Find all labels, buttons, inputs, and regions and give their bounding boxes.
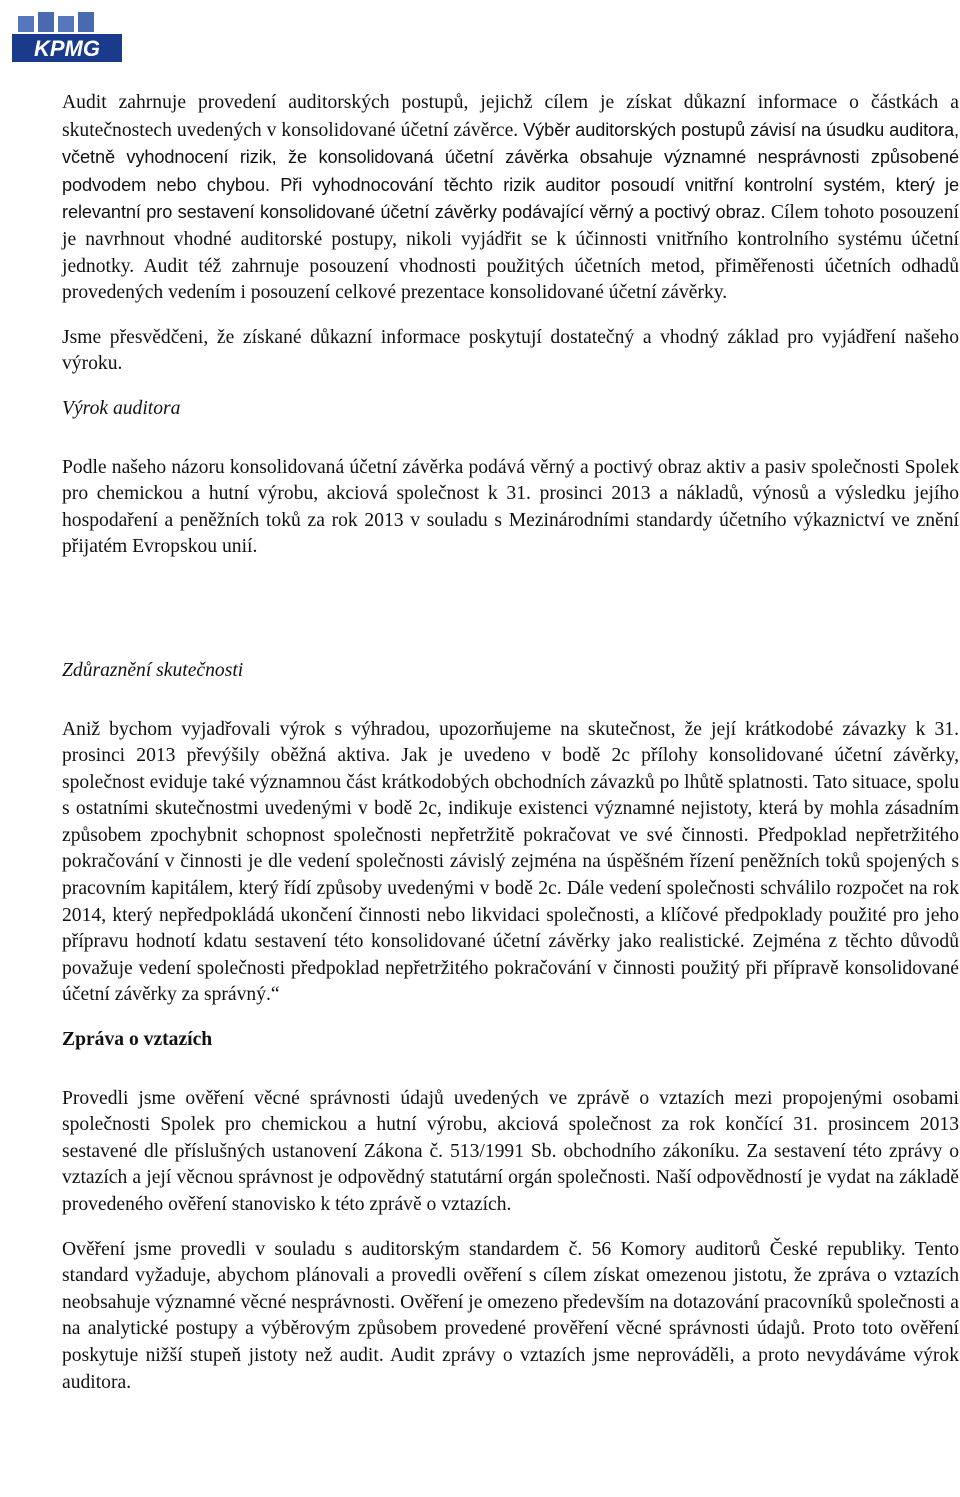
section-spacer bbox=[62, 579, 959, 658]
opinion-paragraph: Podle našeho názoru konsolidovaná účetní závěrka podává věrný a poctivý obraz aktiv a pasiv společnosti Spolek pro chemickou a hutní výrobu, akciová společnost k 31. prosinci 2013 a nákladů, výnosů a výsledku jejího hospodaření a peněžních toků za rok 2013 v souladu s Mezinárodními standardy účetního výkaznictví ve znění přijatém Evropskou unií. bbox=[62, 456, 959, 558]
opinion-heading: Výrok auditora bbox=[62, 397, 181, 419]
audit-procedures-text-a: Audit zahrnuje provedení auditorských postupů, jejichž cílem je získat důkazní informace o částkách a skutečnostech uvedených v konsolidované účetní závěrce. bbox=[62, 92, 959, 141]
verification-paragraph: Ověření jsme provedli v souladu s auditorským standardem č. 56 Komory auditorů České republiky. Tento standard vyžaduje, abychom plánovali a provedli ověření s cílem získat omezenou jistotu, že zpráva o vztazích neobsahuje významné věcné nesprávnosti. Ověření je omezeno především na dotazování pracovníků společnosti a na analytické postupy a výběrovým způsobem provedené prověření věcné správnosti údajů. Proto toto ověření poskytuje nižší stupeň jistoty než audit. Audit zprávy o vztazích jsme neprováděli, a proto nevydáváme výrok auditora. bbox=[62, 1238, 959, 1393]
audit-procedures-text-b: Výběr auditorských postupů závisí na úsudku auditora, včetně vyhodnocení rizik, že konsolidovaná účetní závěrka obsahuje významné nesprávnosti způsobené podvodem nebo chybou. bbox=[62, 119, 959, 195]
document-body bbox=[62, 90, 959, 1414]
emphasis-paragraph: Aniž bychom vyjadřovali výrok s výhradou, upozorňujeme na skutečnost, že její krátkodobé závazky k 31. prosinci 2013 převýšily oběžná aktiva. Jak je uvedeno v bodě 2c přílohy konsolidované účetní závěrky, společnost eviduje také významnou část krátkodobých obchodních závazků po lhůtě splatnosti. Tato situace, spolu s ostatními skutečnostmi uvedenými v bodě 2c, indikuje existenci významné nejistoty, která by mohla zásadním způsobem zpochybnit schopnost společnosti nepřetržitě pokračovat ve své činnosti. Předpoklad nepřetržitého pokračování v činnosti je dle vedení společnosti závislý zejména na úspěšném řízení peněžních toků spojených s pracovním kapitálem, který řídí způsoby uvedenými v bodě 2c. Dále vedení společnosti schválilo rozpočet na rok 2014, který nepředpokládá ukončení činnosti nebo likvidaci společnosti, a klíčové předpoklady použité pro jeho přípravu hodnotí kdatu sestavení této konsolidované účetní závěrky jako realistické. Zejména z těchto důvodů považuje vedení společnosti předpoklad nepřetržitého pokračování v činnosti použitý při přípravě konsolidované účetní závěrky za správný.“ bbox=[62, 718, 959, 1006]
audit-procedures-paragraph bbox=[62, 90, 959, 307]
emphasis-heading: Zdůraznění skutečnosti bbox=[62, 659, 244, 681]
sufficiency-paragraph: Jsme přesvědčeni, že získané důkazní informace poskytují dostatečný a vhodný základ pro vyjádření našeho výroku. bbox=[62, 326, 959, 375]
kpmg-logo-text: KPMG bbox=[34, 36, 100, 61]
kpmg-logo-graphic bbox=[2, 10, 130, 66]
audit-procedures-text-c: Při vyhodnocování těchto rizik auditor posoudí vnitřní kontrolní systém, který je relevantní pro sestavení konsolidované účetní závěrky podávající věrný a poctivý obraz. bbox=[62, 174, 960, 223]
kpmg-logo bbox=[2, 10, 130, 66]
audit-procedures-text-d: Cílem tohoto posouzení je navrhnout vhodné auditorské postupy, nikoli vyjádřit se k účinnosti vnitřního kontrolního systému účetní jednotky. Audit též zahrnuje posouzení vhodnosti použitých účetních metod, přiměřenosti účetních odhadů provedených vedením i posouzení celkové prezentace konsolidované účetní závěrky. bbox=[62, 202, 959, 304]
relations-paragraph: Provedli jsme ověření věcné správnosti údajů uvedených ve zprávě o vztazích mezi propojenými osobami společnosti Spolek pro chemickou a hutní výrobu, akciová společnost za rok končící 31. prosincem 2013 sestavené dle příslušných ustanovení Zákona č. 513/1991 Sb. obchodního zákoníku. Za sestavení této zprávy o vztazích a její věcnou správnost je odpovědný statutární orgán společnosti. Naší odpovědností je vydat na základě provedeného ověření stanovisko k této zprávě o vztazích. bbox=[62, 1087, 959, 1215]
relations-heading: Zpráva o vztazích bbox=[62, 1029, 213, 1051]
